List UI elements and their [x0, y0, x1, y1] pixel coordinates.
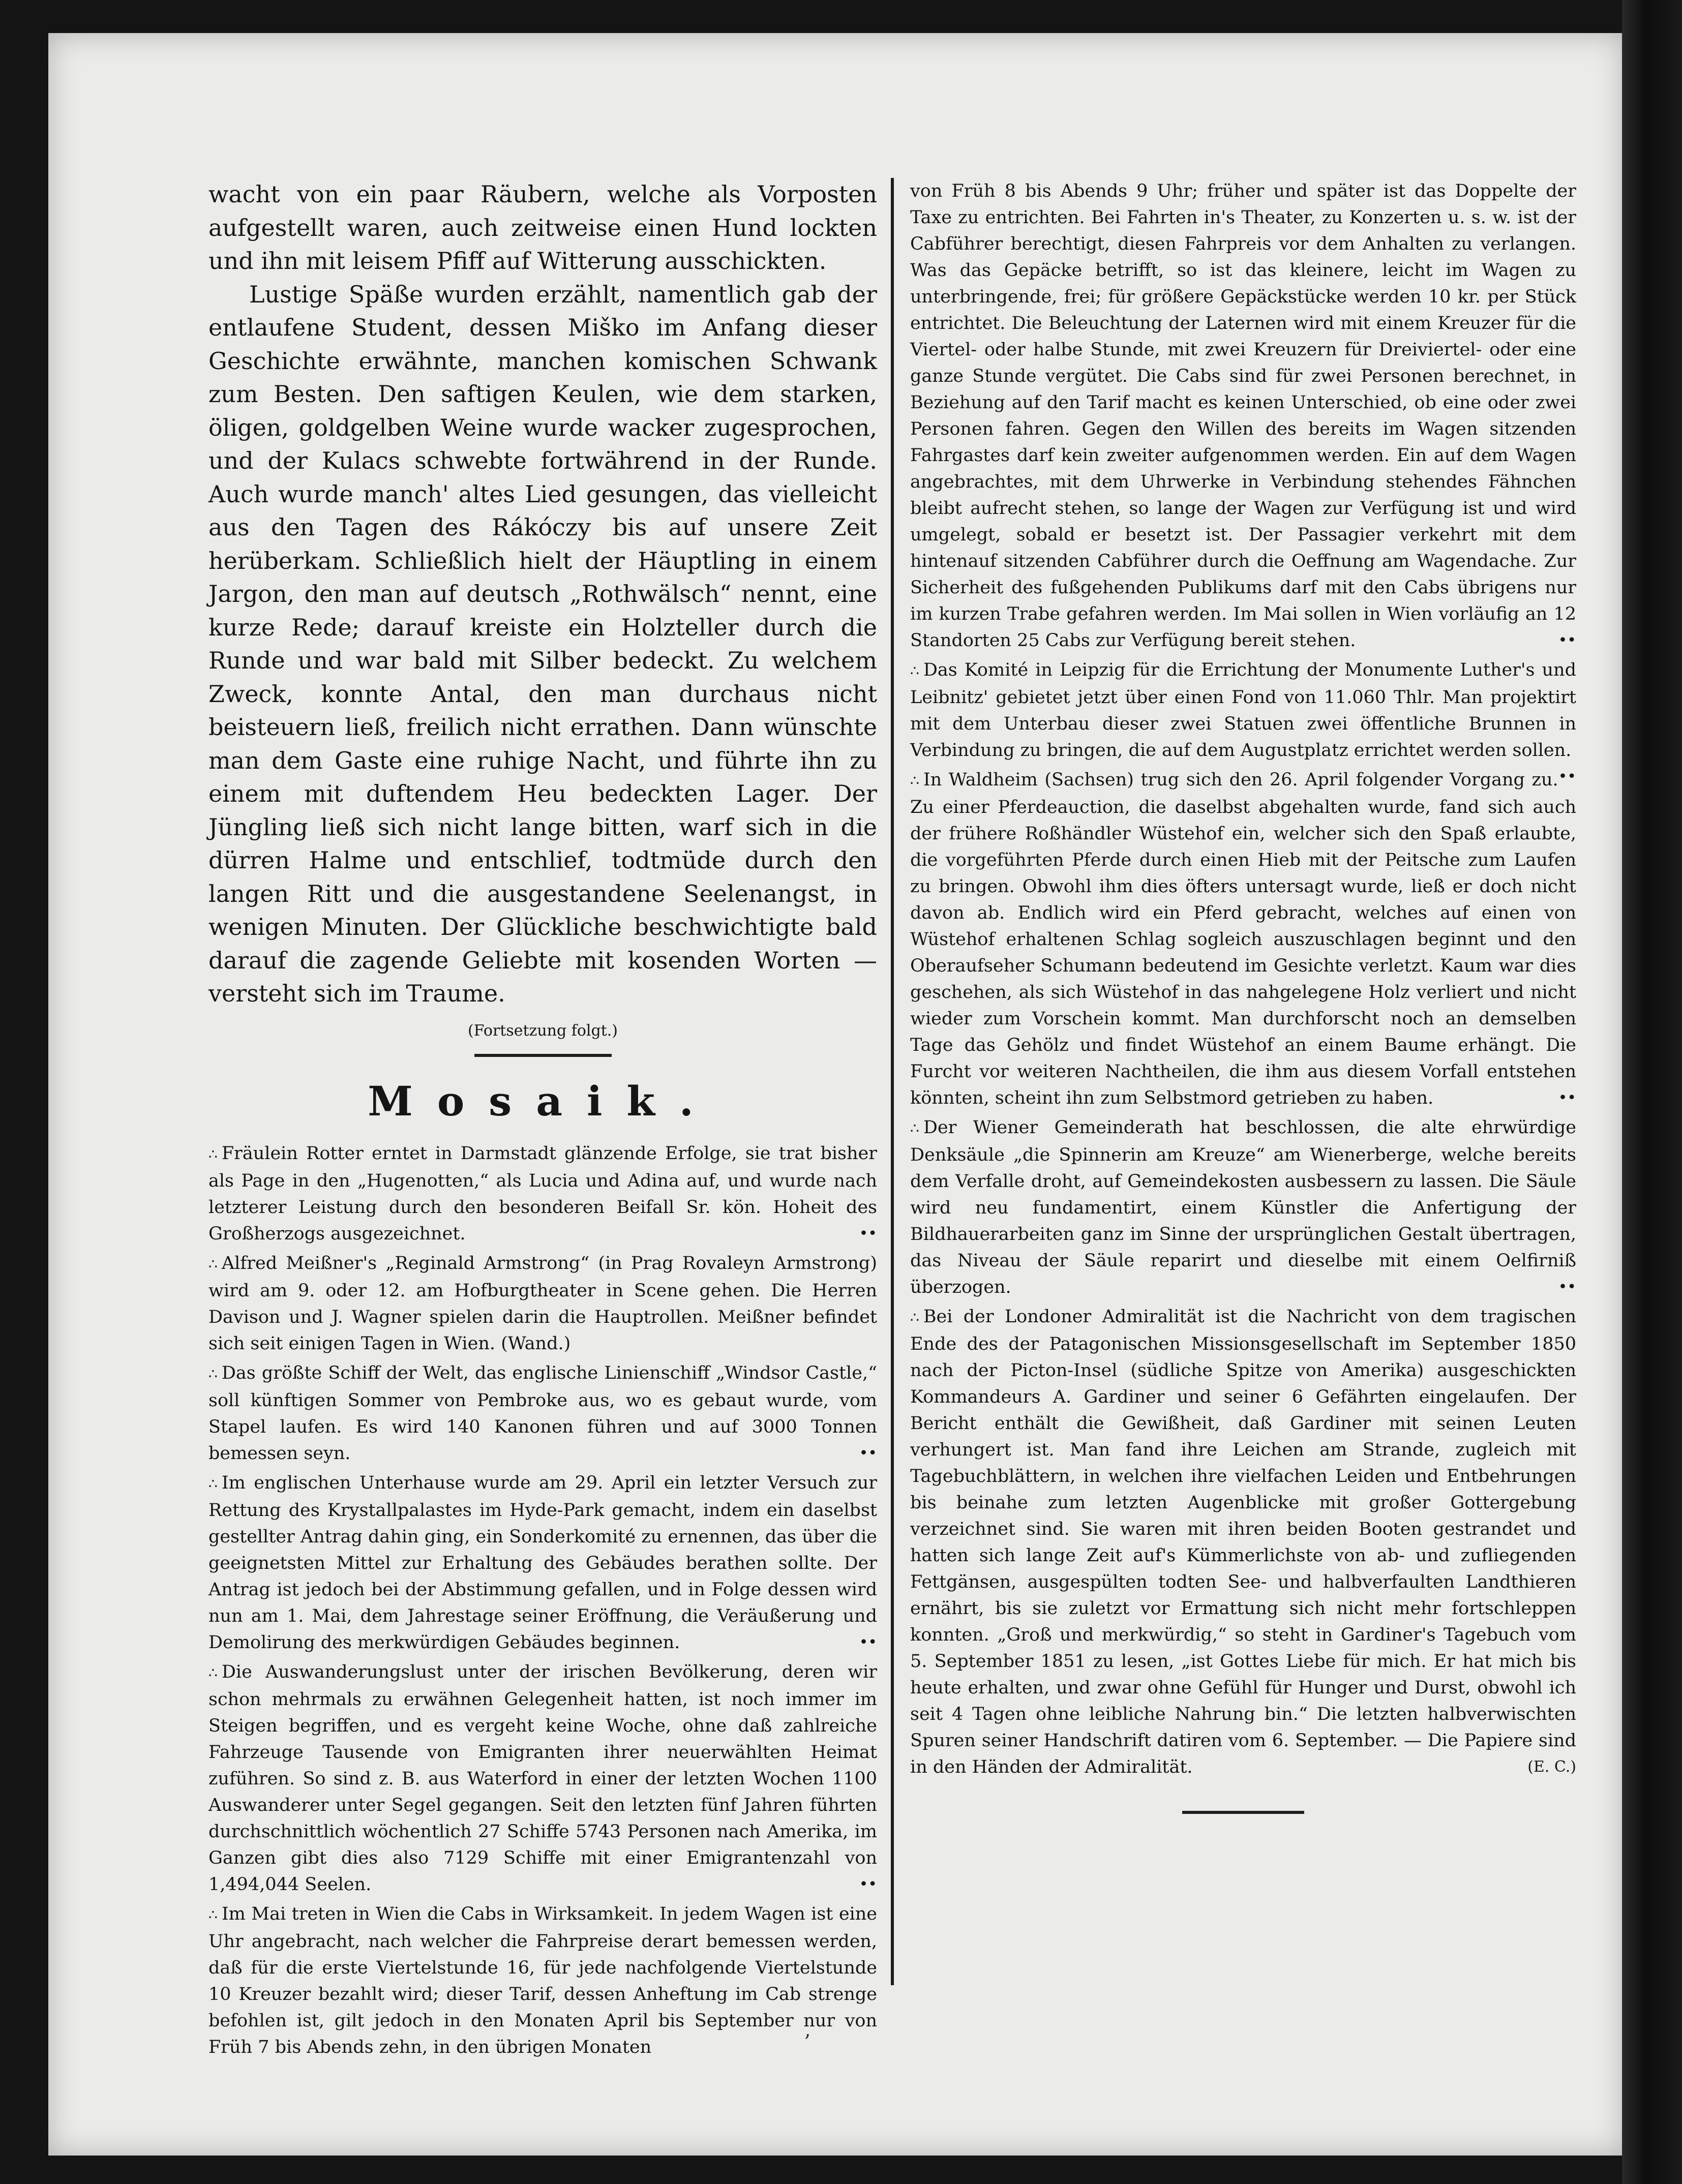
asterism-icon: ∴ [910, 1309, 920, 1326]
item-signature: •• [1558, 631, 1576, 649]
item-signature: •• [859, 1444, 877, 1462]
news-item [910, 1303, 1576, 1780]
news-text: Das größte Schiff der Welt, das englische Linienschiff „Windsor Castle,“ soll künftigen Sommer von Pembroke aus, wo es gebaut wurde, vom Stapel laufen. Es wird 140 Kanonen führen und auf 3000 Tonnen bemessen seyn. [208, 1362, 877, 1464]
asterism-icon: ∴ [208, 1906, 219, 1923]
news-text: Die Auswanderungslust unter der irischen Bevölkerung, deren wir schon mehrmals zu erwähnen Gelegenheit hatten, ist noch immer im Steigen begriffen, und es vergeht keine Woche, ohne daß zahlreiche Fahrzeuge Tausende von Emigranten ihrer neuerwählten Heimat zuführen. So sind z. B. aus Waterford in einer der letzten Wochen 1100 Auswanderer unter Segel gegangen. Seit den letzten fünf Jahren führten durchschnittlich wöchentlich 27 Schiffe 5743 Personen nach Amerika, im Ganzen gibt dies also 7129 Schiffe mit einer Emigrantenzahl von 1,494,044 Seelen. [208, 1661, 877, 1895]
news-item [208, 1901, 877, 2060]
news-item [910, 1114, 1576, 1300]
asterism-icon: ∴ [208, 1145, 219, 1163]
asterism-icon: ∴ [910, 772, 920, 789]
item-signature: •• [1558, 1089, 1576, 1107]
story-paragraph: Lustige Späße wurden erzählt, namentlich gab der entlaufene Student, dessen Miško im Anfang dieser Geschichte erwähnte, manchen komischen Schwank zum Besten. Den saftigen Keulen, wie dem starken, öligen, goldgelben Weine wurde wacker zugesprochen, und der Kulacs schwebte fortwährend in der Runde. Auch wurde manch' altes Lied gesungen, das vielleicht aus den Tagen des Rákóczy bis auf unsere Zeit herüberkam. Schließlich hielt der Häuptling in einem Jargon, den man auf deutsch „Rothwälsch“ nennt, eine kurze Rede; darauf kreiste ein Holzteller durch die Runde und war bald mit Silber bedeckt. Zu welchem Zweck, konnte Antal, den man durchaus nicht beisteuern ließ, freilich nicht errathen. Dann wünschte man dem Gaste eine ruhige Nacht, und führte ihn zu einem mit duftendem Heu bedeckten Lager. Der Jüngling ließ sich nicht lange bitten, warf sich in die dürren Halme und entschlief, todtmüde durch den langen Ritt und die ausgestandene Seelenangst, in wenigen Minuten. Der Glückliche beschwichtigte bald darauf die zagende Geliebte mit kosenden Worten — versteht sich im Traume. [208, 280, 877, 1007]
item-signature: •• [1558, 1278, 1576, 1296]
asterism-icon: ∴ [910, 1120, 920, 1137]
continuation-note: (Fortsetzung folgt.) [468, 1021, 618, 1040]
page-mark: ʼ [803, 2031, 810, 2054]
asterism-icon: ∴ [208, 1255, 219, 1272]
news-item [910, 767, 1576, 1111]
right-column [910, 178, 1576, 1814]
news-item [208, 1360, 877, 1467]
left-column [208, 178, 877, 2064]
news-text: Das Komité in Leipzig für die Errichtung der Monumente Luther's und Leibnitz' gebietet jetzt über einen Fond von 11.060 Thlr. Man projektirt mit dem Unterbau dieser zwei Statuen zwei öffentliche Brunnen in Verbindung zu bringen, die auf dem Augustplatz errichtet werden sollen. [910, 660, 1576, 761]
news-item [208, 1140, 877, 1247]
news-item [910, 657, 1576, 785]
item-signature: •• [859, 1875, 877, 1893]
item-signature: •• [859, 1224, 877, 1242]
item-signature: (E. C.) [1527, 1758, 1576, 1776]
column-divider [891, 178, 894, 1985]
news-text: Fräulein Rotter erntet in Darmstadt glänzende Erfolge, sie trat bisher als Page in den „Hugenotten,“ als Lucia und Adina auf, und wurde nach letzterer Leistung durch den besonderen Beifall Sr. kön. Hoheit des Großherzogs ausgezeichnet. [208, 1143, 877, 1244]
news-item [910, 178, 1576, 654]
story-paragraph: wacht von ein paar Räubern, welche als Vorposten aufgestellt waren, auch zeitweise einen Hund lockten und ihn mit leisem Pfiff auf Witterung ausschickten. [208, 180, 877, 275]
end-rule [1182, 1811, 1304, 1814]
news-item [208, 1250, 877, 1357]
news-item [208, 1659, 877, 1898]
asterism-icon: ∴ [208, 1664, 219, 1681]
news-text: von Früh 8 bis Abends 9 Uhr; früher und später ist das Doppelte der Taxe zu entrichten. Bei Fahrten in's Theater, zu Konzerten u. s. w. ist der Cabführer berechtigt, diesen Fahrpreis vor dem Anhalten zu verlangen. Was das Gepäcke betrifft, so ist das kleinere, leicht im Wagen zu unterbringende, frei; für größere Gepäckstücke werden 10 kr. per Stück entrichtet. Die Beleuchtung der Laternen wird mit einem Kreuzer für die Viertel- oder halbe Stunde, mit zwei Kreuzern für Dreiviertel- oder eine ganze Stunde vergütet. Die Cabs sind für zwei Personen berechnet, in Beziehung auf den Tarif macht es keinen Unterschied, ob eine oder zwei Personen fahren. Gegen den Willen des bereits im Wagen sitzenden Fahrgastes darf kein zweiter aufgenommen werden. Ein auf dem Wagen angebrachtes, mit dem Uhrwerke in Verbindung stehendes Fähnchen bleibt aufrecht stehen, so lange der Wagen zur Verfügung ist und wird umgelegt, sobald er besetzt ist. Der Passagier verkehrt mit dem hintenauf sitzenden Cabführer durch die Oeffnung am Wagendache. Zur Sicherheit des fußgehenden Publikums darf mit den Cabs übrigens nur im kurzen Trabe gefahren werden. Im Mai sollen in Wien vorläufig an 12 Standorten 25 Cabs zur Verfügung bereit stehen. [910, 181, 1576, 651]
item-signature: •• [1558, 768, 1576, 785]
news-text: Der Wiener Gemeinderath hat beschlossen, die alte ehrwürdige Denksäule „die Spinnerin am Kreuze“ am Wienerberge, welche bereits dem Verfalle droht, auf Gemeindekosten ausbessern zu lassen. Die Säule wird neu fundamentirt, einem Künstler die Anfertigung der Bildhauerarbeiten ganz im Sinne der ursprünglichen Gestalt übertragen, das Niveau der Säule reparirt und dieselbe mit einem Oelfirniß überzogen. [910, 1117, 1576, 1297]
section-title-mosaik: Mosaik. [368, 1077, 718, 1125]
asterism-icon: ∴ [208, 1475, 219, 1492]
book-binding-edge [1622, 0, 1682, 2184]
news-text: Im englischen Unterhause wurde am 29. April ein letzter Versuch zur Rettung des Krystallpalastes im Hyde-Park gemacht, indem ein daselbst gestellter Antrag dahin ging, ein Sonderkomité zu ernennen, das über die geeignetsten Mittel zur Erhaltung des Gebäudes berathen sollte. Der Antrag ist jedoch bei der Abstimmung gefallen, und in Folge dessen wird nun am 1. Mai, dem Jahrestage seiner Eröffnung, die Veräußerung und Demolirung des merkwürdigen Gebäudes beginnen. [208, 1472, 877, 1653]
news-text: Im Mai treten in Wien die Cabs in Wirksamkeit. In jedem Wagen ist eine Uhr angebracht, nach welcher die Fahrpreise derart bemessen werden, daß für die erste Viertelstunde 16, für jede nachfolgende Viertelstunde 10 Kreuzer bezahlt wird; dieser Tarif, dessen Anheftung im Cab strenge befohlen ist, gilt jedoch in den Monaten April bis September nur von Früh 7 bis Abends zehn, in den übrigen Monaten [208, 1903, 877, 2057]
news-text: Alfred Meißner's „Reginald Armstrong“ (in Prag Rovaleyn Armstrong) wird am 9. oder 12. am Hofburgtheater in Scene gehen. Die Herren Davison und J. Wagner spielen darin die Hauptrollen. Meißner befindet sich seit einigen Tagen in Wien. (Wand.) [208, 1253, 877, 1354]
news-text: Bei der Londoner Admiralität ist die Nachricht von dem tragischen Ende des der Patagonischen Missionsgesellschaft im September 1850 nach der Picton-Insel (südliche Spitze von Amerika) ausgeschickten Kommandeurs A. Gardiner und seiner 6 Gefährten eingelaufen. Der Bericht enthält die Gewißheit, daß Gardiner mit seinen Leuten verhungert ist. Man fand ihre Leichen am Strande, zugleich mit Tagebuchblättern, in welchen ihre vielfachen Leiden und Entbehrungen bis beinahe zum letzten Augenblicke mit großer Gottergebung verzeichnet sind. Sie waren mit ihren beiden Booten gestrandet und hatten sich lange Zeit auf's Kümmerlichste von ab- und zufliegenden Fettgänsen, ausgespülten todten See- und halbverfaulten Landthieren ernährt, bis sie zuletzt vor Ermattung sich nicht mehr fortschleppen konnten. „Groß und merkwürdig,“ so steht in Gardiner's Tagebuch vom 5. September 1851 zu lesen, „ist Gottes Liebe für mich. Er hat mich bis heute erhalten, und zwar ohne Gefühl für Hunger und Durst, obwohl ich seit 4 Tagen ohne leibliche Nahrung bin.“ Die letzten halbverwischten Spuren seiner Handschrift datiren vom 6. September. — Die Papiere sind in den Händen der Admiralität. [910, 1307, 1576, 1777]
serial-story [208, 178, 877, 1040]
item-signature: •• [859, 1633, 877, 1651]
news-item [208, 1470, 877, 1656]
asterism-icon: ∴ [208, 1365, 219, 1382]
section-divider [474, 1054, 612, 1057]
asterism-icon: ∴ [910, 662, 920, 679]
news-text: In Waldheim (Sachsen) trug sich den 26. April folgender Vorgang zu. Zu einer Pferdeauction, die daselbst abgehalten wurde, fand sich auch der frühere Roßhändler Wüstehof ein, welcher sich den Spaß erlaubte, die vorgeführten Pferde durch einen Hieb mit der Peitsche zum Laufen zu bringen. Obwohl ihm dies öfters untersagt wurde, ließ er doch nicht davon ab. Endlich wird ein Pferd gebracht, welches auf einen von Wüstehof erhaltenen Schlag sogleich auszuschlagen beginnt und den Oberaufseher Schumann bedeutend im Gesichte verletzt. Kaum war dies geschehen, als sich Wüstehof in das nahgelegene Holz verliert und nicht wieder zum Vorschein kommt. Man durchforscht noch an demselben Tage das Gehölz und findet Wüstehof an einem Baume erhängt. Die Furcht vor weiteren Nachtheilen, die ihm aus diesem Vorfall entstehen könnten, scheint ihn zum Selbstmord getrieben zu haben. [910, 770, 1576, 1108]
